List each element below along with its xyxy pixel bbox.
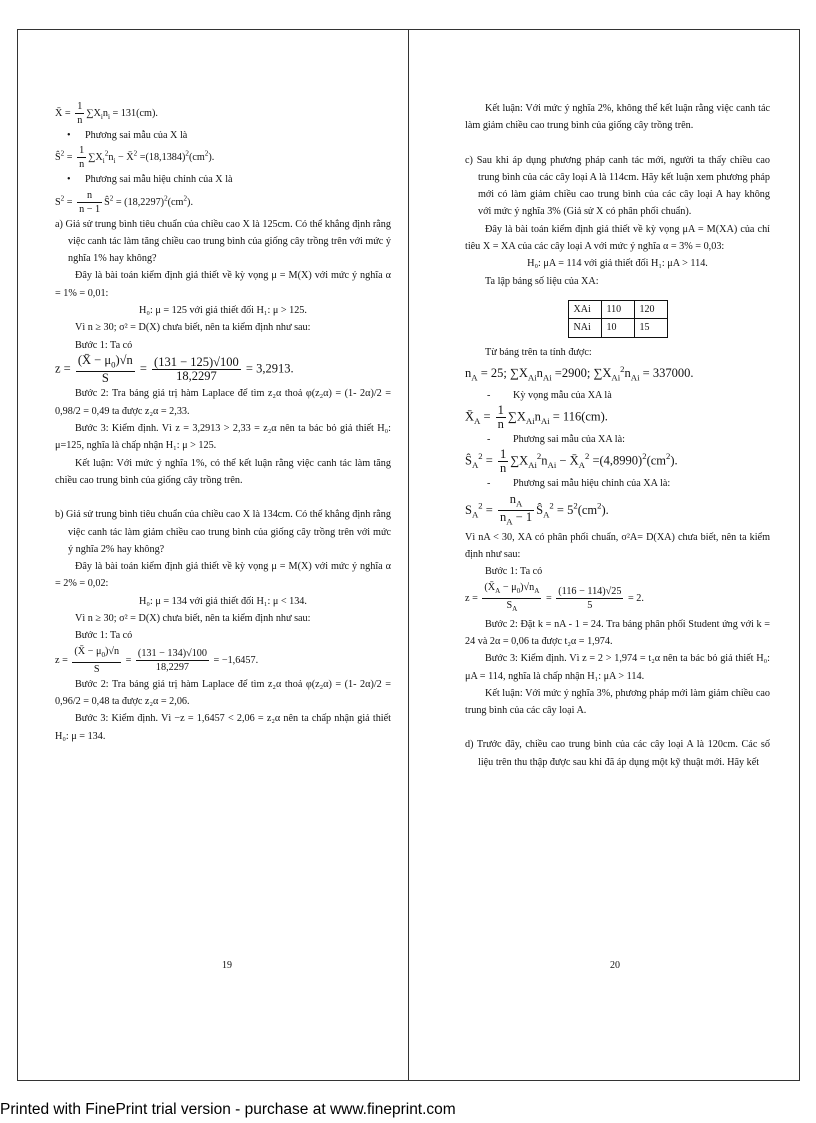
paragraph-b-method: Vì n ≥ 30; σ² = D(X) chưa biết, nên ta kiểm định như sau: xyxy=(75,613,311,625)
paragraph-c-compute: Từ bảng trên ta tính được: xyxy=(485,346,592,358)
dash-variance-a: - Phương sai mẫu của XA là: xyxy=(465,431,770,448)
equation-sums: $n_A = 25$; $\sum X_{Ai}n_{Ai} =2900$; $\sum X_{Ai}^2n_{Ai} = 337000$. xyxy=(465,363,694,383)
data-table-xa xyxy=(568,300,668,338)
question-b: b) Giả sử trung bình tiêu chuẩn của chiều cao X là 134cm. Có thể khẳng định rằng việc canh tác làm giảm chiều cao trung bình của giống cây trồng trên với mức ý nghĩa 2% hay không? xyxy=(55,509,391,555)
equation-adjusted-variance: $S^2$ = $\frac{n}{n - 1}$ $Ŝ^2 = (18,2297)^2(cm^2)$. xyxy=(55,189,193,215)
equation-z-a: z = $\frac{(X̄ - \mu_0)√n}{S}$ = $\frac{(131 - 125)√100}{18,2297}$ = 3,2913. xyxy=(55,352,294,386)
left-page xyxy=(55,100,391,745)
hypothesis-c: H₀: μA = 114 với giả thiết đối H₁: μA > 114. xyxy=(527,258,708,270)
bullet-adjusted-variance: • Phương sai mẫu hiệu chỉnh của X là xyxy=(55,171,391,188)
step3-a: Bước 3: Kiểm định. Vì z = 3,2913 > 2,33 = z₂α nên ta bác bỏ giả thiết H₀: μ=125, nghĩa là chấp nhận H₁: μ > 125. xyxy=(55,423,391,452)
conclusion-c: Kết luận: Với mức ý nghĩa 3%, phương pháp mới làm giảm chiều cao trung bình của các cây loại A. xyxy=(465,687,770,717)
step2-a: Bước 2: Tra bảng giá trị hàm Laplace để tìm z₂α thoả φ(z₂α) = (1- 2α)/2 = 0,98/2 = 0,49 ta được z₂α = 2,33. xyxy=(55,388,391,417)
paragraph-c-intro: Đây là bài toán kiểm định giả thiết về kỳ vọng μA = M(XA) của chỉ tiêu X = XA của các cây loại A với mức ý nghĩa α = 3% = 0,03: xyxy=(465,223,770,253)
equation-z-c: z = $\frac{(X̄_A - \mu_0)√n_A}{S_A}$ = $\frac{(116 - 114)√25}{5}$ = 2. xyxy=(465,581,644,613)
equation-adjusted-variance-a: $S_A^2$ = $\frac{n_A}{n_A - 1}$ $Ŝ_A^2 = 5^2(cm^2)$. xyxy=(465,491,609,527)
equation-variance-a: $Ŝ_A^2$ = $\frac{1}{n}$ $\sum X_{Ai}^2n_{Ai}$ − $X̄_A^2 =(4,8990)^2(cm^2)$. xyxy=(465,447,678,476)
table-cell: 120 xyxy=(634,300,667,318)
step1-a: Bước 1: Ta có xyxy=(75,339,133,351)
equation-z-b: z = $\frac{(X̄ - \mu_0)√n}{S}$ = $\frac{(131 - 134)√100}{18,2297}$ = −1,6457. xyxy=(55,645,259,675)
paragraph-a-intro: Đây là bài toán kiểm định giả thiết về kỳ vọng μ = M(X) với mức ý nghĩa α = 1% = 0,01: xyxy=(55,270,391,299)
column-divider xyxy=(408,29,409,1081)
question-d: d) Trước đây, chiều cao trung bình của các cây loại A là 120cm. Các số liệu trên thu thập được sau khi đã áp dụng một kỹ thuật mới. Hãy kết xyxy=(465,739,770,768)
step2-c: Bước 2: Đặt k = nA - 1 = 24. Tra bảng phân phối Student ứng với k = 24 và 2α = 0,06 ta được t₂α = 1,974. xyxy=(465,618,770,647)
paragraph-a-method: Vì n ≥ 30; σ² = D(X) chưa biết, nên ta kiểm định như sau: xyxy=(75,322,311,334)
bullet-sample-variance: • Phương sai mẫu của X là xyxy=(55,127,391,144)
step1-c: Bước 1: Ta có xyxy=(485,566,543,578)
step2-b: Bước 2: Tra bảng giá trị hàm Laplace để tìm z₂α thoả φ(z₂α) = (1- 2α)/2 = 0,96/2 = 0,48 ta được z₂α = 2,06. xyxy=(55,678,391,707)
conclusion-b: Kết luận: Với mức ý nghĩa 2%, không thể kết luận rằng việc canh tác làm giảm chiều cao trung bình của giống cây trồng trên. xyxy=(465,103,770,132)
dash-mean-a: - Kỳ vọng mẫu của XA là xyxy=(465,387,770,404)
table-row xyxy=(568,300,667,318)
equation-mean-a: $X̄_A$ = $\frac{1}{n}$ $\sum X_{Ai}n_{Ai} = 116(cm)$. xyxy=(465,403,608,432)
table-cell: XAi xyxy=(568,300,601,318)
page-number-right: 20 xyxy=(610,960,620,971)
hypothesis-a: H₀: μ = 125 với giả thiết đối H₁: μ > 125. xyxy=(139,305,307,317)
paragraph-c-table: Ta lập bảng số liệu của XA: xyxy=(485,275,599,287)
table-cell: 110 xyxy=(601,300,634,318)
step1-b: Bước 1: Ta có xyxy=(75,630,133,642)
table-cell: 15 xyxy=(634,319,667,337)
table-cell: 10 xyxy=(601,319,634,337)
table-cell: NAi xyxy=(568,319,601,337)
paragraph-b-intro: Đây là bài toán kiểm định giả thiết về kỳ vọng μ = M(X) với mức ý nghĩa α = 2% = 0,02: xyxy=(55,561,391,590)
question-c: c) Sau khi áp dụng phương pháp canh tác mới, người ta thấy chiều cao trung bình của các cây loại A là 114cm. Hãy kết luận xem phương pháp mới có làm giảm chiều cao trung bình của các cây loại A hay không với mức ý nghĩa 3% (Giả sử X có phân phối chuẩn). xyxy=(465,154,770,218)
step3-c: Bước 3: Kiểm định. Vì z = 2 > 1,974 = t₂α nên ta bác bỏ giả thiết H₀: μA = 114, nghĩa là chấp nhận H₁: μA > 114. xyxy=(465,653,770,682)
right-page xyxy=(465,100,770,771)
paragraph-c-method: Vì nA < 30, XA có phân phối chuẩn, σ²A= D(XA) chưa biết, nên ta kiểm định như sau: xyxy=(465,531,770,560)
conclusion-a: Kết luận: Với mức ý nghĩa 1%, có thể kết luận rằng việc canh tác làm tăng chiều cao trung bình của giống cây trồng trên. xyxy=(55,457,391,486)
question-a: a) Giả sử trung bình tiêu chuẩn của chiều cao X là 125cm. Có thể khẳng định rằng việc canh tác làm tăng chiều cao trung bình của giống cây trồng trên với mức ý nghĩa 1% hay không? xyxy=(55,218,391,265)
fineprint-footer: Printed with FinePrint trial version - purchase at www.fineprint.com xyxy=(0,1101,456,1118)
equation-sample-mean: X̄ = $\frac{1}{n}$ $\sum X_in_i = 131(cm)$. xyxy=(55,101,158,126)
step3-b: Bước 3: Kiểm định. Vì −z = 1,6457 < 2,06 = z₂α nên ta chấp nhận giả thiết H₀: μ = 134. xyxy=(55,713,391,742)
page-number-left: 19 xyxy=(222,960,232,971)
hypothesis-b: H₀: μ = 134 với giả thiết đối H₁: μ < 134. xyxy=(139,595,307,607)
equation-sample-variance: $Ŝ^2$ = $\frac{1}{n}$ $\sum X_i^2n_i$ − X̄$^2$ $=(18,1384)^2(cm^2)$. xyxy=(55,145,215,171)
dash-adjusted-variance-a: - Phương sai mẫu hiệu chỉnh của XA là: xyxy=(465,475,770,492)
table-row xyxy=(568,319,667,337)
